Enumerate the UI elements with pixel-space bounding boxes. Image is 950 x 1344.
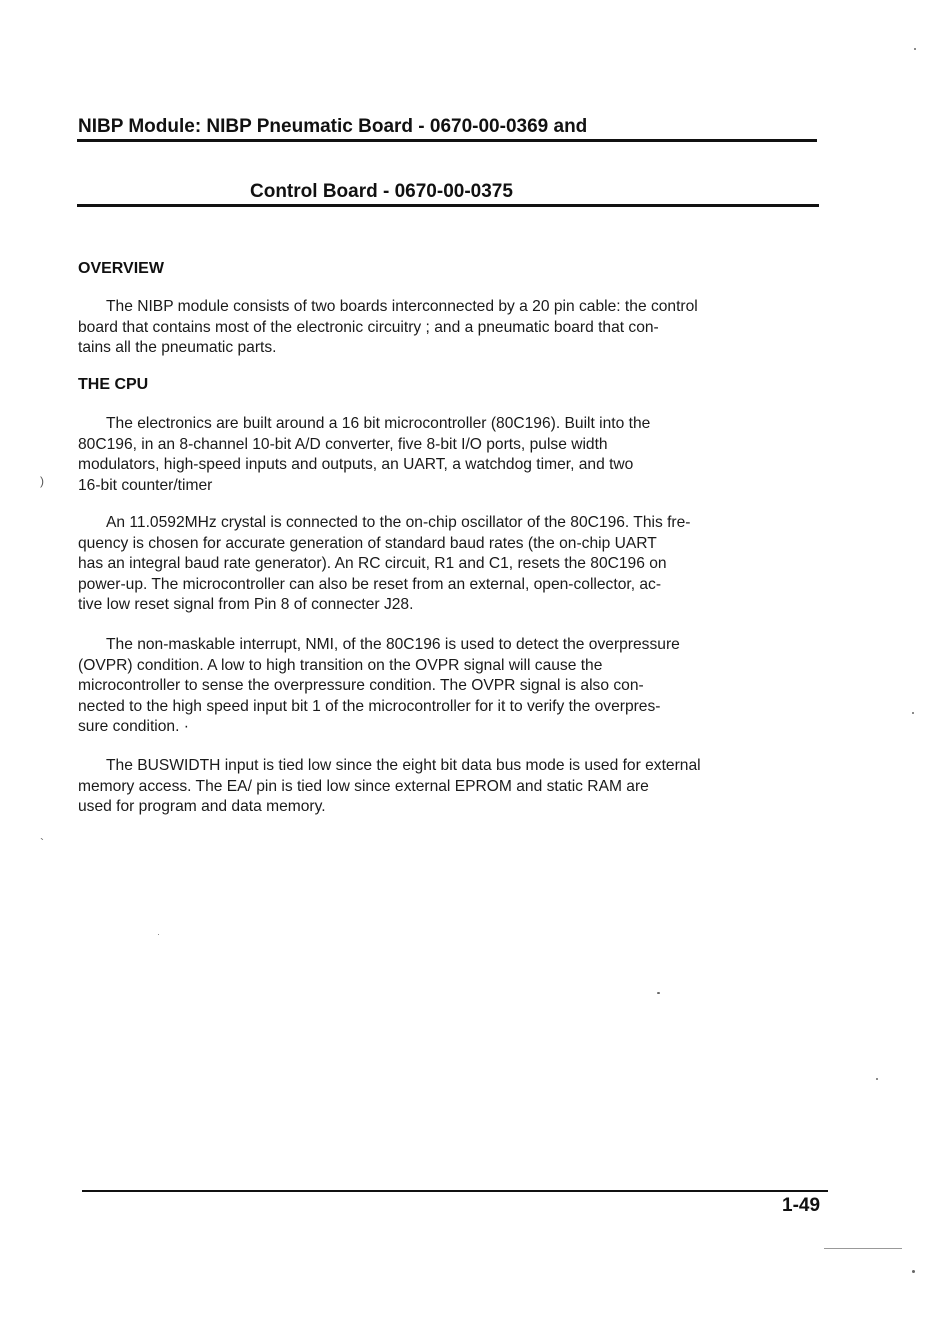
scan-speck: [914, 48, 916, 50]
paragraph-line: The non-maskable interrupt, NMI, of the 80C196 is used to detect the overpressure: [106, 636, 680, 653]
paragraph-line: The NIBP module consists of two boards interconnected by a 20 pin cable: the control: [106, 298, 698, 315]
paragraph-line: The electronics are built around a 16 bit microcontroller (80C196). Built into the: [106, 415, 651, 432]
scan-speck: [912, 1270, 915, 1273]
footer-rule: [82, 1190, 828, 1192]
paragraph-line: used for program and data memory.: [78, 798, 326, 815]
scan-artifact-mark: ): [40, 474, 44, 488]
paragraph-line: 80C196, in an 8-channel 10-bit A/D converter, five 8-bit I/O ports, pulse width: [78, 435, 608, 453]
paragraph-cpu-crystal: [78, 513, 848, 616]
paragraph-line: sure condition. ·: [78, 718, 189, 735]
page-number: 1-49: [782, 1195, 821, 1216]
paragraph-line: memory access. The EA/ pin is tied low since external EPROM and static RAM are: [78, 777, 649, 795]
section-heading-the-cpu: THE CPU: [78, 376, 149, 393]
paragraph-line: microcontroller to sense the overpressure condition. The OVPR signal is also con-: [78, 677, 644, 694]
paragraph-line: An 11.0592MHz crystal is connected to the on-chip oscillator of the 80C196. This fre-: [106, 514, 691, 531]
paragraph-line: power-up. The microcontroller can also be reset from an external, open-collector, ac-: [78, 575, 662, 593]
paragraph-cpu-nmi: [78, 635, 848, 738]
paragraph-line: modulators, high-speed inputs and outputs, an UART, a watchdog timer, and two: [78, 456, 634, 473]
scan-speck: [158, 934, 159, 935]
paragraph-line: tive low reset signal from Pin 8 of connecter J28.: [78, 596, 414, 613]
page-title-line-1: NIBP Module: NIBP Pneumatic Board - 0670-00-0369 and: [78, 116, 588, 137]
paragraph-line: 16-bit counter/timer: [78, 476, 213, 494]
title-underline-2: [77, 204, 819, 207]
paragraph-line: The BUSWIDTH input is tied low since the eight bit data bus mode is used for external: [106, 757, 701, 774]
paragraph-line: tains all the pneumatic parts.: [78, 339, 277, 356]
paragraph-line: has an integral baud rate generator). An RC circuit, R1 and C1, resets the 80C196 on: [78, 555, 667, 572]
scan-artifact-line: [824, 1248, 902, 1249]
paragraph-cpu-microcontroller: [78, 414, 848, 496]
scan-speck: [876, 1078, 878, 1080]
page-title-line-2: Control Board - 0670-00-0375: [250, 181, 513, 202]
paragraph-line: board that contains most of the electronic circuitry ; and a pneumatic board that con-: [78, 318, 659, 336]
paragraph-cpu-buswidth: [78, 756, 848, 818]
paragraph-line: nected to the high speed input bit 1 of the microcontroller for it to verify the overpres-: [78, 697, 661, 715]
scan-artifact-mark: `: [40, 836, 44, 850]
scan-speck: [912, 712, 914, 714]
paragraph-line: quency is chosen for accurate generation of standard baud rates (the on-chip UART: [78, 534, 657, 552]
section-heading-overview: OVERVIEW: [78, 260, 164, 277]
paragraph-overview: [78, 297, 848, 359]
scan-speck: [657, 992, 660, 994]
paragraph-line: (OVPR) condition. A low to high transition on the OVPR signal will cause the: [78, 656, 603, 674]
title-underline-1: [77, 139, 817, 142]
